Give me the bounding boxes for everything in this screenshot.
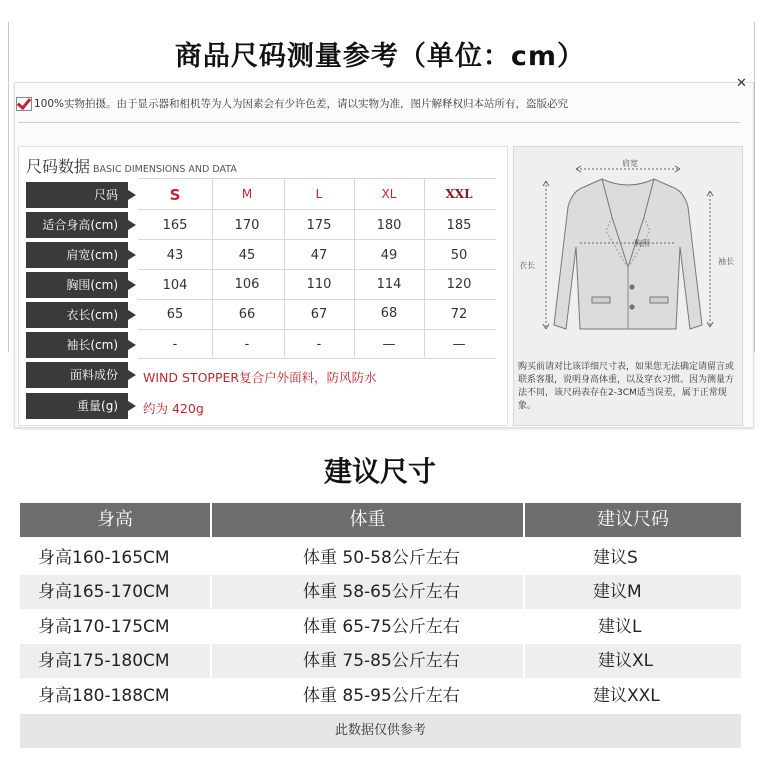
cell-shoulder-l: 47 xyxy=(310,248,328,263)
divider xyxy=(18,122,740,123)
size-header-s: S xyxy=(169,186,181,204)
cell-chest-m: 106 xyxy=(234,277,260,292)
grid-col xyxy=(284,178,285,357)
cell-height-xl: 180 xyxy=(376,218,402,233)
cell-length-m: 66 xyxy=(238,307,256,322)
header-height: 身高 xyxy=(20,503,210,537)
grid-col xyxy=(212,178,213,357)
size-header-xl: XL xyxy=(381,187,397,201)
cell-sleeve-xl: — xyxy=(382,337,396,352)
cell-chest-xxl: 120 xyxy=(446,277,472,292)
row-height: 身高175-180CM xyxy=(38,651,170,671)
photo-notice-text: 100%实物拍摄。由于显示器和相机等为人为因素会有少许色差，请以实物为准，图片解释权归本站所有，盗版必究 xyxy=(34,98,569,110)
table-row xyxy=(20,575,741,609)
row-weight: 体重 65-75公斤左右 xyxy=(303,617,460,637)
cell-chest-l: 110 xyxy=(306,277,332,292)
table-row xyxy=(20,679,741,713)
table-row xyxy=(20,541,741,575)
table-row xyxy=(20,610,741,644)
row-height: 身高165-170CM xyxy=(38,582,170,602)
cell-sleeve-m: - xyxy=(244,337,250,352)
row-label-length: 衣长(cm) xyxy=(26,302,128,328)
header-weight: 体重 xyxy=(212,503,523,537)
diagram-note: 购买前请对比该详细尺寸表，如果您无法确定请留言或联系客服，说明身高体重，以及穿衣习惯。因为测量方法不同，该尺码表存在2-3CM适当误差，属于正常现象。 xyxy=(518,362,735,411)
row-size: 建议S xyxy=(593,548,638,568)
grid-line xyxy=(138,178,496,179)
row-label-sleeve: 袖长(cm) xyxy=(26,332,128,358)
header-size: 建议尺码 xyxy=(525,503,741,537)
row-label-size: 尺码 xyxy=(26,182,128,208)
grid-col xyxy=(424,178,425,357)
photo-notice xyxy=(16,96,568,111)
row-weight: 体重 50-58公斤左右 xyxy=(303,548,460,568)
grid-line xyxy=(138,329,496,330)
page-title: 商品尺码测量参考（单位：cm） xyxy=(174,41,586,72)
diagram-length-label: 衣长 xyxy=(519,261,535,270)
cell-shoulder-m: 45 xyxy=(238,248,256,263)
row-weight: 体重 58-65公斤左右 xyxy=(303,582,460,602)
cell-height-l: 175 xyxy=(306,218,332,233)
size-header-l: L xyxy=(315,187,323,201)
column-separator xyxy=(210,537,212,714)
cell-sleeve-l: - xyxy=(316,337,322,352)
table-row xyxy=(20,644,741,678)
dimensions-title-en: BASIC DIMENSIONS AND DATA xyxy=(93,164,237,175)
diagram-sleeve-label: 袖长 xyxy=(718,257,734,266)
recommend-title: 建议尺寸 xyxy=(323,455,436,488)
weight-value: 约为 420g xyxy=(143,401,204,416)
grid-line xyxy=(138,358,496,359)
row-label-chest: 胸围(cm) xyxy=(26,272,128,298)
dimensions-title-cn: 尺码数据 xyxy=(26,157,91,176)
row-size: 建议XL xyxy=(598,651,654,671)
cell-height-s: 165 xyxy=(162,218,188,233)
cell-length-xxl: 72 xyxy=(450,307,468,322)
dimensions-heading xyxy=(26,154,237,177)
diagram-chest-label: 胸围 xyxy=(634,239,650,248)
grid-col xyxy=(354,178,355,357)
row-size: 建议XXL xyxy=(593,686,660,706)
jacket-illustration xyxy=(514,147,742,361)
cell-height-xxl: 185 xyxy=(446,218,472,233)
cell-chest-s: 104 xyxy=(162,278,188,293)
grid-line xyxy=(138,239,496,240)
cell-sleeve-s: - xyxy=(172,337,178,352)
row-weight: 体重 75-85公斤左右 xyxy=(303,651,460,671)
grid-line xyxy=(138,269,496,270)
cell-sleeve-xxl: — xyxy=(452,337,466,352)
check-icon xyxy=(16,97,32,111)
diagram-shoulder-label: 肩宽 xyxy=(622,159,638,168)
size-header-m: M xyxy=(241,187,253,201)
row-label-fabric: 面料成份 xyxy=(26,362,128,388)
cell-length-l: 67 xyxy=(310,307,328,322)
fabric-value: WIND STOPPER复合户外面料，防风防水 xyxy=(143,370,377,385)
row-label-shoulder: 肩宽(cm) xyxy=(26,242,128,268)
row-label-weight: 重量(g) xyxy=(26,393,128,419)
grid-line xyxy=(138,209,496,210)
row-height: 身高180-188CM xyxy=(38,686,170,706)
row-size: 建议L xyxy=(598,617,642,637)
cell-length-s: 65 xyxy=(166,307,184,322)
cell-shoulder-xxl: 50 xyxy=(450,248,468,263)
cell-height-m: 170 xyxy=(234,218,260,233)
row-size: 建议M xyxy=(593,582,642,602)
row-label-height: 适合身高(cm) xyxy=(26,212,128,238)
cell-length-xl: 68 xyxy=(380,306,398,321)
size-header-xxl: XXL xyxy=(445,187,473,201)
reference-footnote: 此数据仅供参考 xyxy=(20,714,741,748)
grid-line xyxy=(138,299,496,300)
cell-chest-xl: 114 xyxy=(376,277,402,292)
close-icon[interactable]: ✕ xyxy=(736,76,747,91)
row-height: 身高170-175CM xyxy=(38,617,170,637)
column-separator xyxy=(523,537,525,714)
cell-shoulder-s: 43 xyxy=(166,248,184,263)
row-weight: 体重 85-95公斤左右 xyxy=(303,686,460,706)
cell-shoulder-xl: 49 xyxy=(380,248,398,263)
row-height: 身高160-165CM xyxy=(38,548,170,568)
